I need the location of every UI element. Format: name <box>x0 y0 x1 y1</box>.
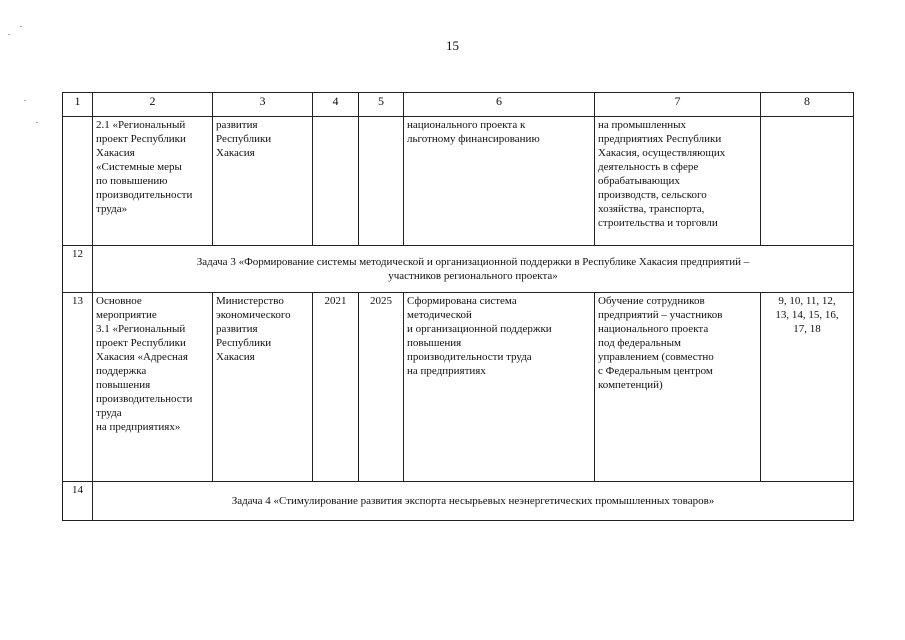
text-line: под федеральным <box>598 337 681 349</box>
text-line: экономического <box>216 309 291 321</box>
text-line: повышения <box>96 379 151 391</box>
text-line: 3.1 «Региональный <box>96 323 186 335</box>
header-cell: 4 <box>313 93 359 117</box>
text-line: на промышленных <box>598 119 687 131</box>
text-line: развития <box>216 119 258 131</box>
scan-speck <box>36 122 38 123</box>
page-number: 15 <box>446 38 459 53</box>
text-line: на предприятиях» <box>96 421 181 433</box>
task-title: Задача 4 «Стимулирование развития экспорта несырьевых неэнергетических промышленных товаров» <box>93 482 854 521</box>
text-line: на предприятиях <box>407 365 486 377</box>
text-line: и организационной поддержки <box>407 323 552 335</box>
text-line: мероприятие <box>96 309 157 321</box>
text-line: производительности <box>96 189 193 201</box>
text-line: повышения <box>407 337 462 349</box>
text-line: участников регионального проекта» <box>388 270 558 282</box>
measure-name-cell <box>93 117 213 246</box>
text-line: деятельность в сфере <box>598 161 699 173</box>
table-row-13 <box>63 293 854 482</box>
text-line: проект Республики <box>96 337 186 349</box>
text-line: предприятиях Республики <box>598 133 722 145</box>
executor-cell <box>213 117 313 246</box>
description-cell <box>595 117 761 246</box>
text-line: Обучение сотрудников <box>598 295 705 307</box>
start-year-cell <box>313 117 359 246</box>
text-line: «Системные меры <box>96 161 182 173</box>
table-row-task-3 <box>63 246 854 293</box>
text-line: управлением (совместно <box>598 351 714 363</box>
text-line: 9, 10, 11, 12, <box>778 295 836 307</box>
text-line: труда» <box>96 203 128 215</box>
header-cell: 3 <box>213 93 313 117</box>
header-cell: 2 <box>93 93 213 117</box>
header-cell: 7 <box>595 93 761 117</box>
text-line: Республики <box>216 337 272 349</box>
text-line: с Федеральным центром <box>598 365 713 377</box>
text-line: Хакасия «Адресная <box>96 351 188 363</box>
text-line: 13, 14, 15, 16, <box>775 309 839 321</box>
row-number: 13 <box>63 293 93 482</box>
text-line: Хакасия <box>216 147 255 159</box>
end-year-cell: 2025 <box>359 293 404 482</box>
header-cell: 8 <box>761 93 854 117</box>
header-cell: 6 <box>404 93 595 117</box>
text-line: национального проекта <box>598 323 709 335</box>
text-line: строительства и торговли <box>598 217 718 229</box>
text-line: предприятий – участников <box>598 309 723 321</box>
text-line: компетенций) <box>598 379 663 391</box>
text-line: 2.1 «Региональный <box>96 119 186 131</box>
executor-cell <box>213 293 313 482</box>
text-line: Министерство <box>216 295 284 307</box>
text-line: Хакасия, осуществляющих <box>598 147 726 159</box>
table-row-task-4 <box>63 482 854 521</box>
indicators-cell <box>761 293 854 482</box>
text-line: Задача 3 «Формирование системы методической и организационной поддержки в Республике Хакасия предприятий – <box>196 256 750 268</box>
row-number: 12 <box>63 246 93 293</box>
start-year-cell: 2021 <box>313 293 359 482</box>
description-cell <box>595 293 761 482</box>
scan-speck <box>8 34 10 35</box>
text-line: национального проекта к <box>407 119 526 131</box>
text-line: льготному финансированию <box>407 133 540 145</box>
task-title <box>93 246 854 293</box>
header-row <box>63 93 854 117</box>
text-line: производств, сельского <box>598 189 707 201</box>
text-line: Сформирована система <box>407 295 517 307</box>
text-line: развития <box>216 323 258 335</box>
text-line: производительности <box>96 393 193 405</box>
scan-speck <box>24 100 26 101</box>
text-line: проект Республики <box>96 133 186 145</box>
text-line: методической <box>407 309 472 321</box>
text-line: труда <box>96 407 122 419</box>
row-number <box>63 117 93 246</box>
header-cell: 5 <box>359 93 404 117</box>
result-cell <box>404 117 595 246</box>
end-year-cell <box>359 117 404 246</box>
text-line: Хакасия <box>96 147 135 159</box>
table-row-continued <box>63 117 854 246</box>
text-line: по повышению <box>96 175 168 187</box>
indicators-cell <box>761 117 854 246</box>
text-line: производительности труда <box>407 351 532 363</box>
text-line: обрабатывающих <box>598 175 680 187</box>
header-cell: 1 <box>63 93 93 117</box>
measures-table <box>62 92 854 521</box>
text-line: поддержка <box>96 365 147 377</box>
measure-name-cell <box>93 293 213 482</box>
text-line: Хакасия <box>216 351 255 363</box>
row-number: 14 <box>63 482 93 521</box>
result-cell <box>404 293 595 482</box>
text-line: хозяйства, транспорта, <box>598 203 705 215</box>
scan-speck <box>20 26 22 27</box>
text-line: Республики <box>216 133 272 145</box>
text-line: Основное <box>96 295 142 307</box>
text-line: 17, 18 <box>793 323 821 335</box>
